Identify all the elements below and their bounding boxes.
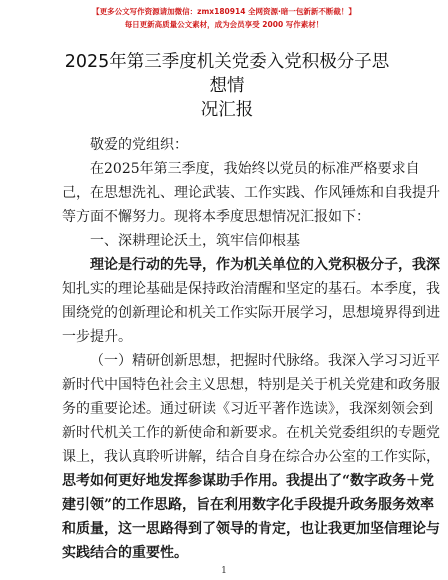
page-number: 1 [221,566,227,576]
subsection-1-line: 实践结合的重要性。 [62,545,188,561]
title-line-1: 2025年第三季度机关党委入党积极分子思想情 [64,52,390,96]
subsection-1-line: 课上，我认真聆听讲解，结合自身在综合办公室的工作实际， [62,449,440,465]
intro-line: 己，在思想洗礼、理论武装、工作实践、作风锤炼和自我提升 [62,185,440,201]
subsection-1-line: 思考如何更好地发挥参谋助手作用。我提出了“数字政务＋党 [62,473,435,489]
intro-line: 在2025年第三季度，我始终以党员的标准严格要求自 [90,161,420,177]
subsection-1-line: （一）精研创新思想，把握时代脉络。我深入学习习近平 [90,353,440,369]
section-1-line: 理论是行动的先导，作为机关单位的入党积极分子，我深 [90,257,440,273]
section-1-heading: 一、深耕理论沃土，筑牢信仰根基 [90,233,300,249]
section-1-line: 知扎实的理论基础是保持政治清醒和坚定的基石。本季度，我 [62,281,440,297]
subsection-1-line: 新时代中国特色社会主义思想，特别是关于机关党建和政务服 [62,377,440,393]
title-line-2: 况汇报 [200,100,254,120]
subsection-1-line: 和质量，这一思路得到了领导的肯定，也让我更加坚信理论与 [62,521,440,537]
subsection-1-line: 建引领”的工作思路，旨在利用数字化手段提升政务服务效率 [62,497,435,513]
section-1-line: 围绕党的创新理论和机关工作实际开展学习，思想境界得到进 [62,305,440,321]
section-1-line: 一步提升。 [62,329,132,345]
salutation: 敬爱的党组织： [90,137,188,153]
document-title [62,50,392,122]
subsection-1-line: 务的重要论述。通过研读《习近平著作选读》，我深刻领会到 [62,401,433,417]
subsection-1-line: 新时代机关工作的新使命和新要求。在机关党委组织的专题党 [62,425,440,441]
intro-line: 等方面不懈努力。现将本季度思想情况汇报如下： [62,209,370,225]
promo-banner-line-1[interactable]: 【更多公文写作资源请加微信：zmx180914 全网资源·暗一包新新不断截！】 [92,7,356,16]
promo-banner-line-2[interactable]: 每日更新高质量公文素材，成为会员享受 2000 写作素材！ [124,20,324,29]
